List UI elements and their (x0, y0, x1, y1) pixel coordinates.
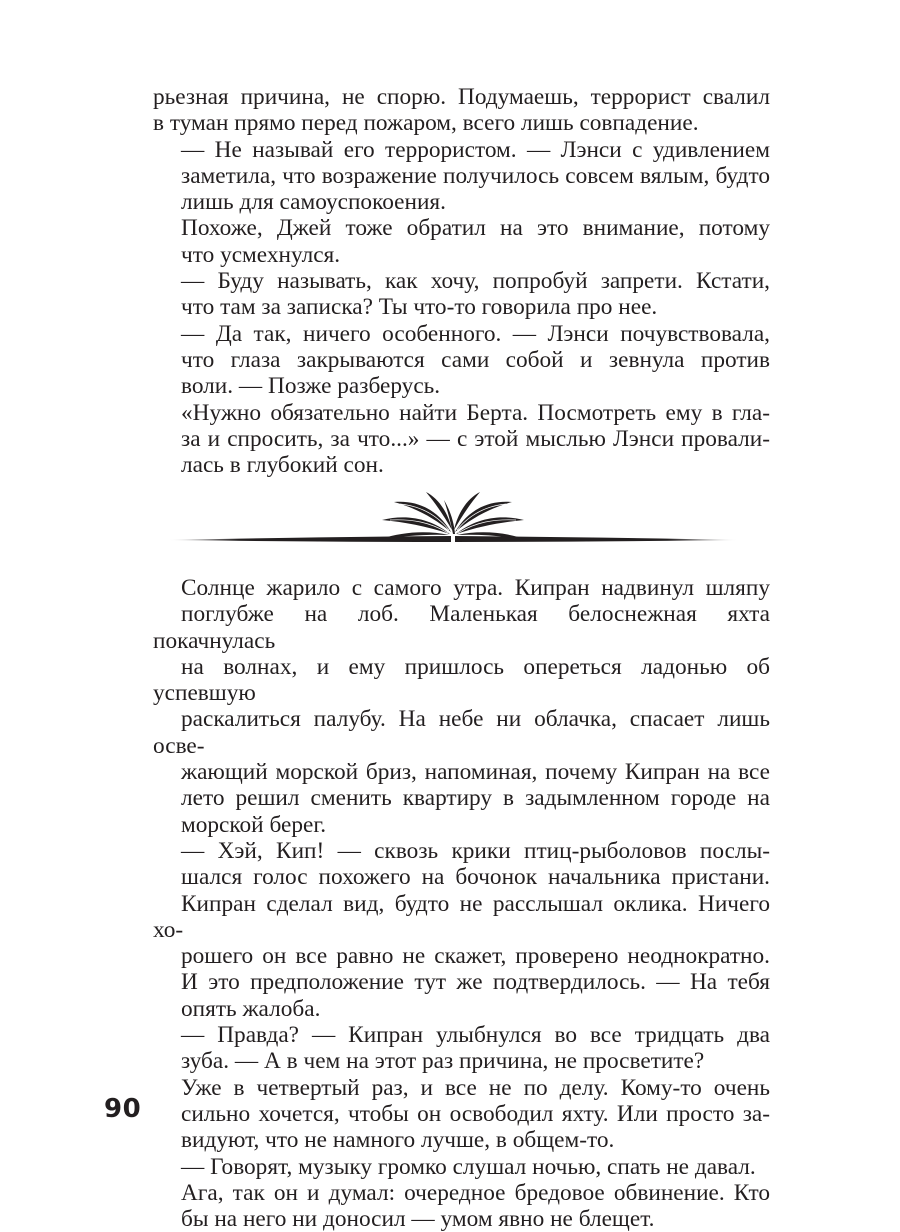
text-line: «Нужно обязательно найти Берта. Посмотреть ему в гла- (181, 399, 770, 426)
text-section-top (153, 84, 770, 478)
text-line: поглубже на лоб. Маленькая белоснежная яхта покачнулась (153, 601, 770, 654)
text-line: заметила, что возражение получилось совсем вялым, будто (181, 162, 770, 189)
text-line: — Буду называть, как хочу, попробуй запрети. Кстати, (181, 268, 770, 295)
text-line: жающий морской бриз, напоминая, почему Кипран на все (181, 759, 770, 786)
paragraph (153, 838, 770, 1022)
text-line: воли. — Позже разберусь. (181, 373, 441, 400)
text-line: за и спросить, за что...» — с этой мыслью Лэнси провали- (181, 425, 770, 452)
text-line: — Правда? — Кипран улыбнулся во все тридцать два (181, 1022, 770, 1049)
text-line: И это предположение тут же подтвердилось. — На тебя (181, 969, 770, 996)
paragraph (153, 215, 770, 268)
text-line: — Хэй, Кип! — сквозь крики птиц-рыболовов послы- (181, 837, 770, 864)
paragraph (153, 1180, 770, 1232)
paragraph (153, 1022, 770, 1075)
text-line: в туман прямо перед пожаром, всего лишь совпадение. (153, 110, 699, 137)
text-line: опять жалоба. (181, 995, 321, 1022)
text-line: что там за записка? Ты что-то говорила про нее. (181, 294, 658, 321)
text-line: бы на него ни доносил — умом явно не блещет. (181, 1206, 655, 1232)
text-line: лишь для самоуспокоения. (181, 189, 446, 216)
page-number: 90 (104, 1094, 142, 1124)
text-line: что усмехнулся. (181, 241, 341, 268)
text-line: что глаза закрываются сами собой и зевнула против (181, 346, 770, 373)
paragraph (153, 1154, 770, 1180)
paragraph (153, 1075, 770, 1154)
paragraph (153, 84, 770, 137)
text-line: — Не называй его террористом. — Лэнси с удивлением (181, 136, 770, 163)
text-line: раскалиться палубу. На небе ни облачка, спасает лишь осве- (153, 706, 770, 759)
section-divider (168, 488, 738, 548)
leaf-ornament-icon (168, 488, 738, 548)
text-line: Ага, так он и думал: очередное бредовое обвинение. Кто (181, 1179, 770, 1206)
paragraph (153, 268, 770, 321)
paragraph (153, 575, 770, 838)
text-section-bottom (153, 575, 770, 1232)
text-line: видуют, что не намного лучше, в общем-то. (181, 1127, 615, 1154)
text-line: Солнце жарило с самого утра. Кипран надвинул шляпу (181, 575, 770, 601)
text-line: морской берег. (181, 811, 327, 838)
paragraph (153, 321, 770, 400)
text-line: на волнах, и ему пришлось опереться ладонью об успевшую (153, 653, 770, 707)
text-line: Похоже, Джей тоже обратил на это внимание, потому (181, 215, 770, 242)
text-line: сильно хочется, чтобы он освободил яхту. Или просто за- (181, 1100, 770, 1127)
text-line: рьезная причина, не спорю. Подумаешь, террорист свалил (153, 84, 770, 110)
text-line: зуба. — А в чем на этот раз причина, не просветите? (181, 1048, 705, 1075)
text-line: Уже в четвертый раз, и все не по делу. Кому-то очень (181, 1074, 770, 1101)
text-line: шался голос похожего на бочонок начальника пристани. (181, 864, 770, 891)
text-line: рошего он все равно не скажет, проверено неоднократно. (181, 943, 770, 970)
text-line: — Да так, ничего особенного. — Лэнси почувствовала, (181, 320, 770, 347)
paragraph (153, 400, 770, 479)
text-line: Кипран сделал вид, будто не расслышал оклика. Ничего хо- (153, 890, 770, 943)
paragraph (153, 137, 770, 216)
text-line: — Говорят, музыку громко слушал ночью, спать не давал. (181, 1153, 756, 1180)
text-line: лась в глубокий сон. (181, 452, 384, 479)
text-line: лето решил сменить квартиру в задымленном городе на (181, 785, 770, 812)
